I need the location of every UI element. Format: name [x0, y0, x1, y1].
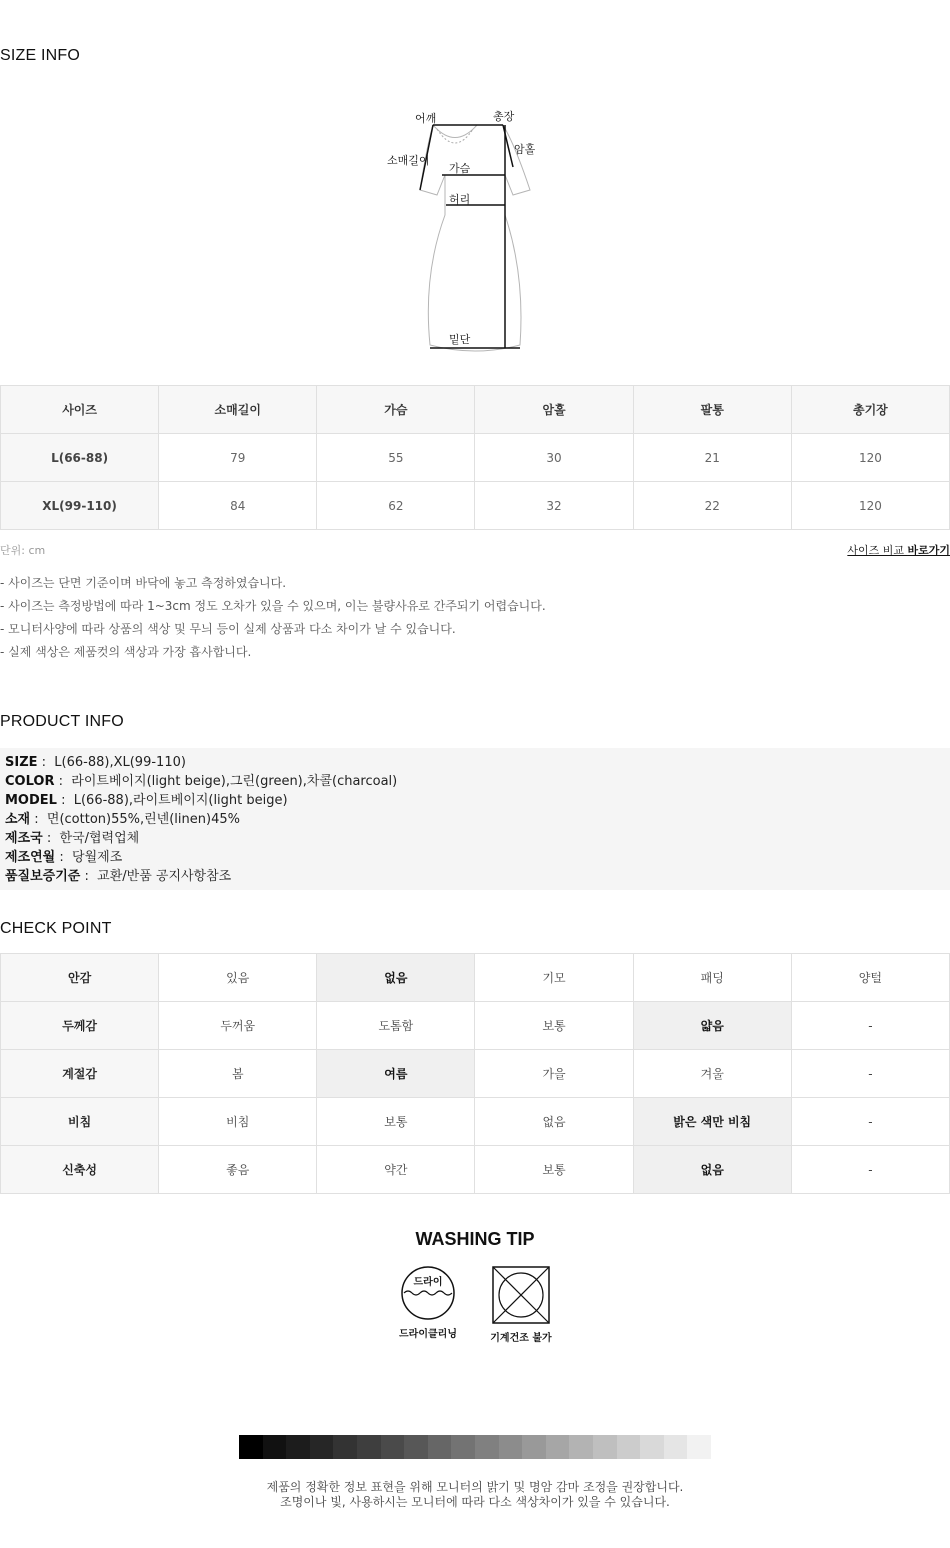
- size-table: [0, 385, 950, 530]
- product-row-model: MODEL : L(66-88),라이트베이지(light beige): [5, 793, 288, 808]
- check-option: 보통: [475, 1146, 633, 1194]
- size-info-title: SIZE INFO: [0, 47, 81, 64]
- check-point-table: [0, 953, 950, 1194]
- note-line: - 실제 색상은 제품컷의 색상과 가장 흡사합니다.: [0, 645, 252, 659]
- gray-swatch: [687, 1435, 711, 1459]
- header-armhole: 암홀: [475, 386, 633, 434]
- product-label: SIZE: [5, 755, 38, 770]
- table-row: [1, 434, 950, 482]
- waist-label: 허리: [449, 193, 471, 206]
- header-sleeve: 소매길이: [159, 386, 317, 434]
- check-option: 없음: [475, 1098, 633, 1146]
- check-option: -: [791, 1146, 949, 1194]
- product-info-box: [0, 748, 950, 890]
- check-option: 약간: [317, 1146, 475, 1194]
- check-point-title: CHECK POINT: [0, 920, 112, 937]
- unit-label: 단위: cm: [0, 544, 46, 557]
- product-info-title: PRODUCT INFO: [0, 713, 124, 730]
- check-label: 계절감: [1, 1050, 159, 1098]
- product-label: 제조연월: [5, 850, 56, 865]
- gray-swatch: [522, 1435, 546, 1459]
- size-compare-shortcut[interactable]: 바로가기: [907, 544, 950, 557]
- check-label: 안감: [1, 954, 159, 1002]
- check-option-selected: 여름: [317, 1050, 475, 1098]
- check-option: -: [791, 1098, 949, 1146]
- hem-label: 밑단: [449, 333, 471, 346]
- size-notes: [0, 575, 546, 667]
- value-cell: 62: [317, 482, 475, 530]
- gray-swatch: [569, 1435, 593, 1459]
- value-cell: 120: [791, 482, 949, 530]
- check-option: 있음: [159, 954, 317, 1002]
- note-line: - 모니터사양에 따라 상품의 색상 및 무늬 등이 실제 상품과 다소 차이가 날 수 있습니다.: [0, 622, 456, 636]
- header-chest: 가슴: [317, 386, 475, 434]
- gray-swatch: [286, 1435, 310, 1459]
- washing-tip-title: WASHING TIP: [415, 1229, 535, 1249]
- value-cell: 79: [159, 434, 317, 482]
- check-row-stretch: [1, 1146, 950, 1194]
- check-option: 비침: [159, 1098, 317, 1146]
- product-value: 교환/반품 공지사항참조: [97, 869, 232, 884]
- check-option: -: [791, 1002, 949, 1050]
- value-cell: 84: [159, 482, 317, 530]
- value-cell: 30: [475, 434, 633, 482]
- product-label: 소재: [5, 812, 31, 827]
- product-row-date: 제조연월 : 당월제조: [5, 850, 123, 865]
- no-tumble-dry-block: [481, 1265, 561, 1344]
- gray-swatch: [475, 1435, 499, 1459]
- product-row-warranty: 품질보증기준 : 교환/반품 공지사항참조: [5, 869, 232, 884]
- no-tumble-dry-caption: 기계건조 불가: [490, 1333, 552, 1344]
- note-line: - 사이즈는 단면 기준이며 바닥에 놓고 측정하였습니다.: [0, 576, 287, 590]
- check-row-thickness: [1, 1002, 950, 1050]
- check-option: 두꺼움: [159, 1002, 317, 1050]
- disclaimer-line: 제품의 정확한 정보 표현을 위해 모니터의 밝기 및 명암 감마 조정을 권장합니다.: [266, 1480, 684, 1494]
- check-row-lining: [1, 954, 950, 1002]
- gray-scale-bar: [239, 1435, 711, 1459]
- check-row-sheerness: [1, 1098, 950, 1146]
- gray-swatch: [239, 1435, 263, 1459]
- dry-clean-inner-text: 드라이: [413, 1277, 443, 1288]
- total-length-label: 총장: [493, 110, 515, 123]
- product-value: 라이트베이지(light beige),그린(green),차콜(charcoal): [71, 774, 398, 789]
- product-row-color: COLOR : 라이트베이지(light beige),그린(green),차콜(charcoal): [5, 774, 398, 789]
- armhole-label: 암홀: [514, 143, 536, 156]
- size-cell: L(66-88): [1, 434, 159, 482]
- check-option: 봄: [159, 1050, 317, 1098]
- check-option-selected: 밝은 색만 비침: [633, 1098, 791, 1146]
- size-compare-prefix: 사이즈 비교: [847, 544, 908, 557]
- check-option: -: [791, 1050, 949, 1098]
- gray-swatch: [664, 1435, 688, 1459]
- gray-swatch: [617, 1435, 641, 1459]
- dry-clean-icon: [400, 1265, 456, 1321]
- check-option-selected: 없음: [633, 1146, 791, 1194]
- check-option: 좋음: [159, 1146, 317, 1194]
- header-size: 사이즈: [1, 386, 159, 434]
- value-cell: 32: [475, 482, 633, 530]
- product-label: 품질보증기준: [5, 869, 81, 884]
- check-option: 보통: [317, 1098, 475, 1146]
- product-value: 면(cotton)55%,린넨(linen)45%: [46, 812, 240, 827]
- product-value: L(66-88),XL(99-110): [54, 755, 186, 770]
- monitor-disclaimer: [0, 1480, 950, 1510]
- dress-size-diagram: [385, 105, 545, 360]
- dry-clean-caption: 드라이클리닝: [399, 1329, 457, 1340]
- gray-swatch: [310, 1435, 334, 1459]
- check-label: 비침: [1, 1098, 159, 1146]
- check-option: 겨울: [633, 1050, 791, 1098]
- value-cell: 55: [317, 434, 475, 482]
- check-option: 양털: [791, 954, 949, 1002]
- header-arm-width: 팔통: [633, 386, 791, 434]
- product-label: COLOR: [5, 774, 55, 789]
- product-label: MODEL: [5, 793, 57, 808]
- chest-label: 가슴: [449, 162, 471, 175]
- check-option-selected: 없음: [317, 954, 475, 1002]
- check-option: 패딩: [633, 954, 791, 1002]
- product-row-country: 제조국 : 한국/협력업체: [5, 831, 140, 846]
- note-line: - 사이즈는 측정방법에 따라 1~3cm 정도 오차가 있을 수 있으며, 이는 불량사유로 간주되기 어렵습니다.: [0, 599, 546, 613]
- product-row-size: SIZE : L(66-88),XL(99-110): [5, 755, 186, 770]
- gray-swatch: [333, 1435, 357, 1459]
- size-cell: XL(99-110): [1, 482, 159, 530]
- gray-swatch: [428, 1435, 452, 1459]
- check-label: 신축성: [1, 1146, 159, 1194]
- product-label: 제조국: [5, 831, 43, 846]
- gray-swatch: [640, 1435, 664, 1459]
- check-label: 두께감: [1, 1002, 159, 1050]
- value-cell: 21: [633, 434, 791, 482]
- size-compare-link[interactable]: [847, 542, 950, 558]
- product-value: 한국/협력업체: [59, 831, 140, 846]
- gray-swatch: [546, 1435, 570, 1459]
- check-option-selected: 얇음: [633, 1002, 791, 1050]
- check-option: 보통: [475, 1002, 633, 1050]
- product-value: L(66-88),라이트베이지(light beige): [73, 793, 288, 808]
- sleeve-length-label: 소매길이: [387, 154, 430, 167]
- table-row: [1, 482, 950, 530]
- gray-swatch: [381, 1435, 405, 1459]
- check-option: 가을: [475, 1050, 633, 1098]
- gray-swatch: [263, 1435, 287, 1459]
- check-row-season: [1, 1050, 950, 1098]
- check-option: 도톰함: [317, 1002, 475, 1050]
- gray-swatch: [404, 1435, 428, 1459]
- disclaimer-line: 조명이나 빛, 사용하시는 모니터에 따라 다소 색상차이가 있을 수 있습니다.: [280, 1495, 670, 1509]
- value-cell: 120: [791, 434, 949, 482]
- check-option: 기모: [475, 954, 633, 1002]
- no-tumble-dry-icon: [491, 1265, 551, 1325]
- header-total-length: 총기장: [791, 386, 949, 434]
- gray-swatch: [499, 1435, 523, 1459]
- value-cell: 22: [633, 482, 791, 530]
- dry-clean-block: [388, 1265, 468, 1340]
- product-value: 당월제조: [72, 850, 123, 865]
- gray-swatch: [357, 1435, 381, 1459]
- product-row-material: 소재 : 면(cotton)55%,린넨(linen)45%: [5, 812, 240, 827]
- size-table-header: [1, 386, 950, 434]
- gray-swatch: [593, 1435, 617, 1459]
- shoulder-label: 어깨: [415, 112, 437, 125]
- gray-swatch: [451, 1435, 475, 1459]
